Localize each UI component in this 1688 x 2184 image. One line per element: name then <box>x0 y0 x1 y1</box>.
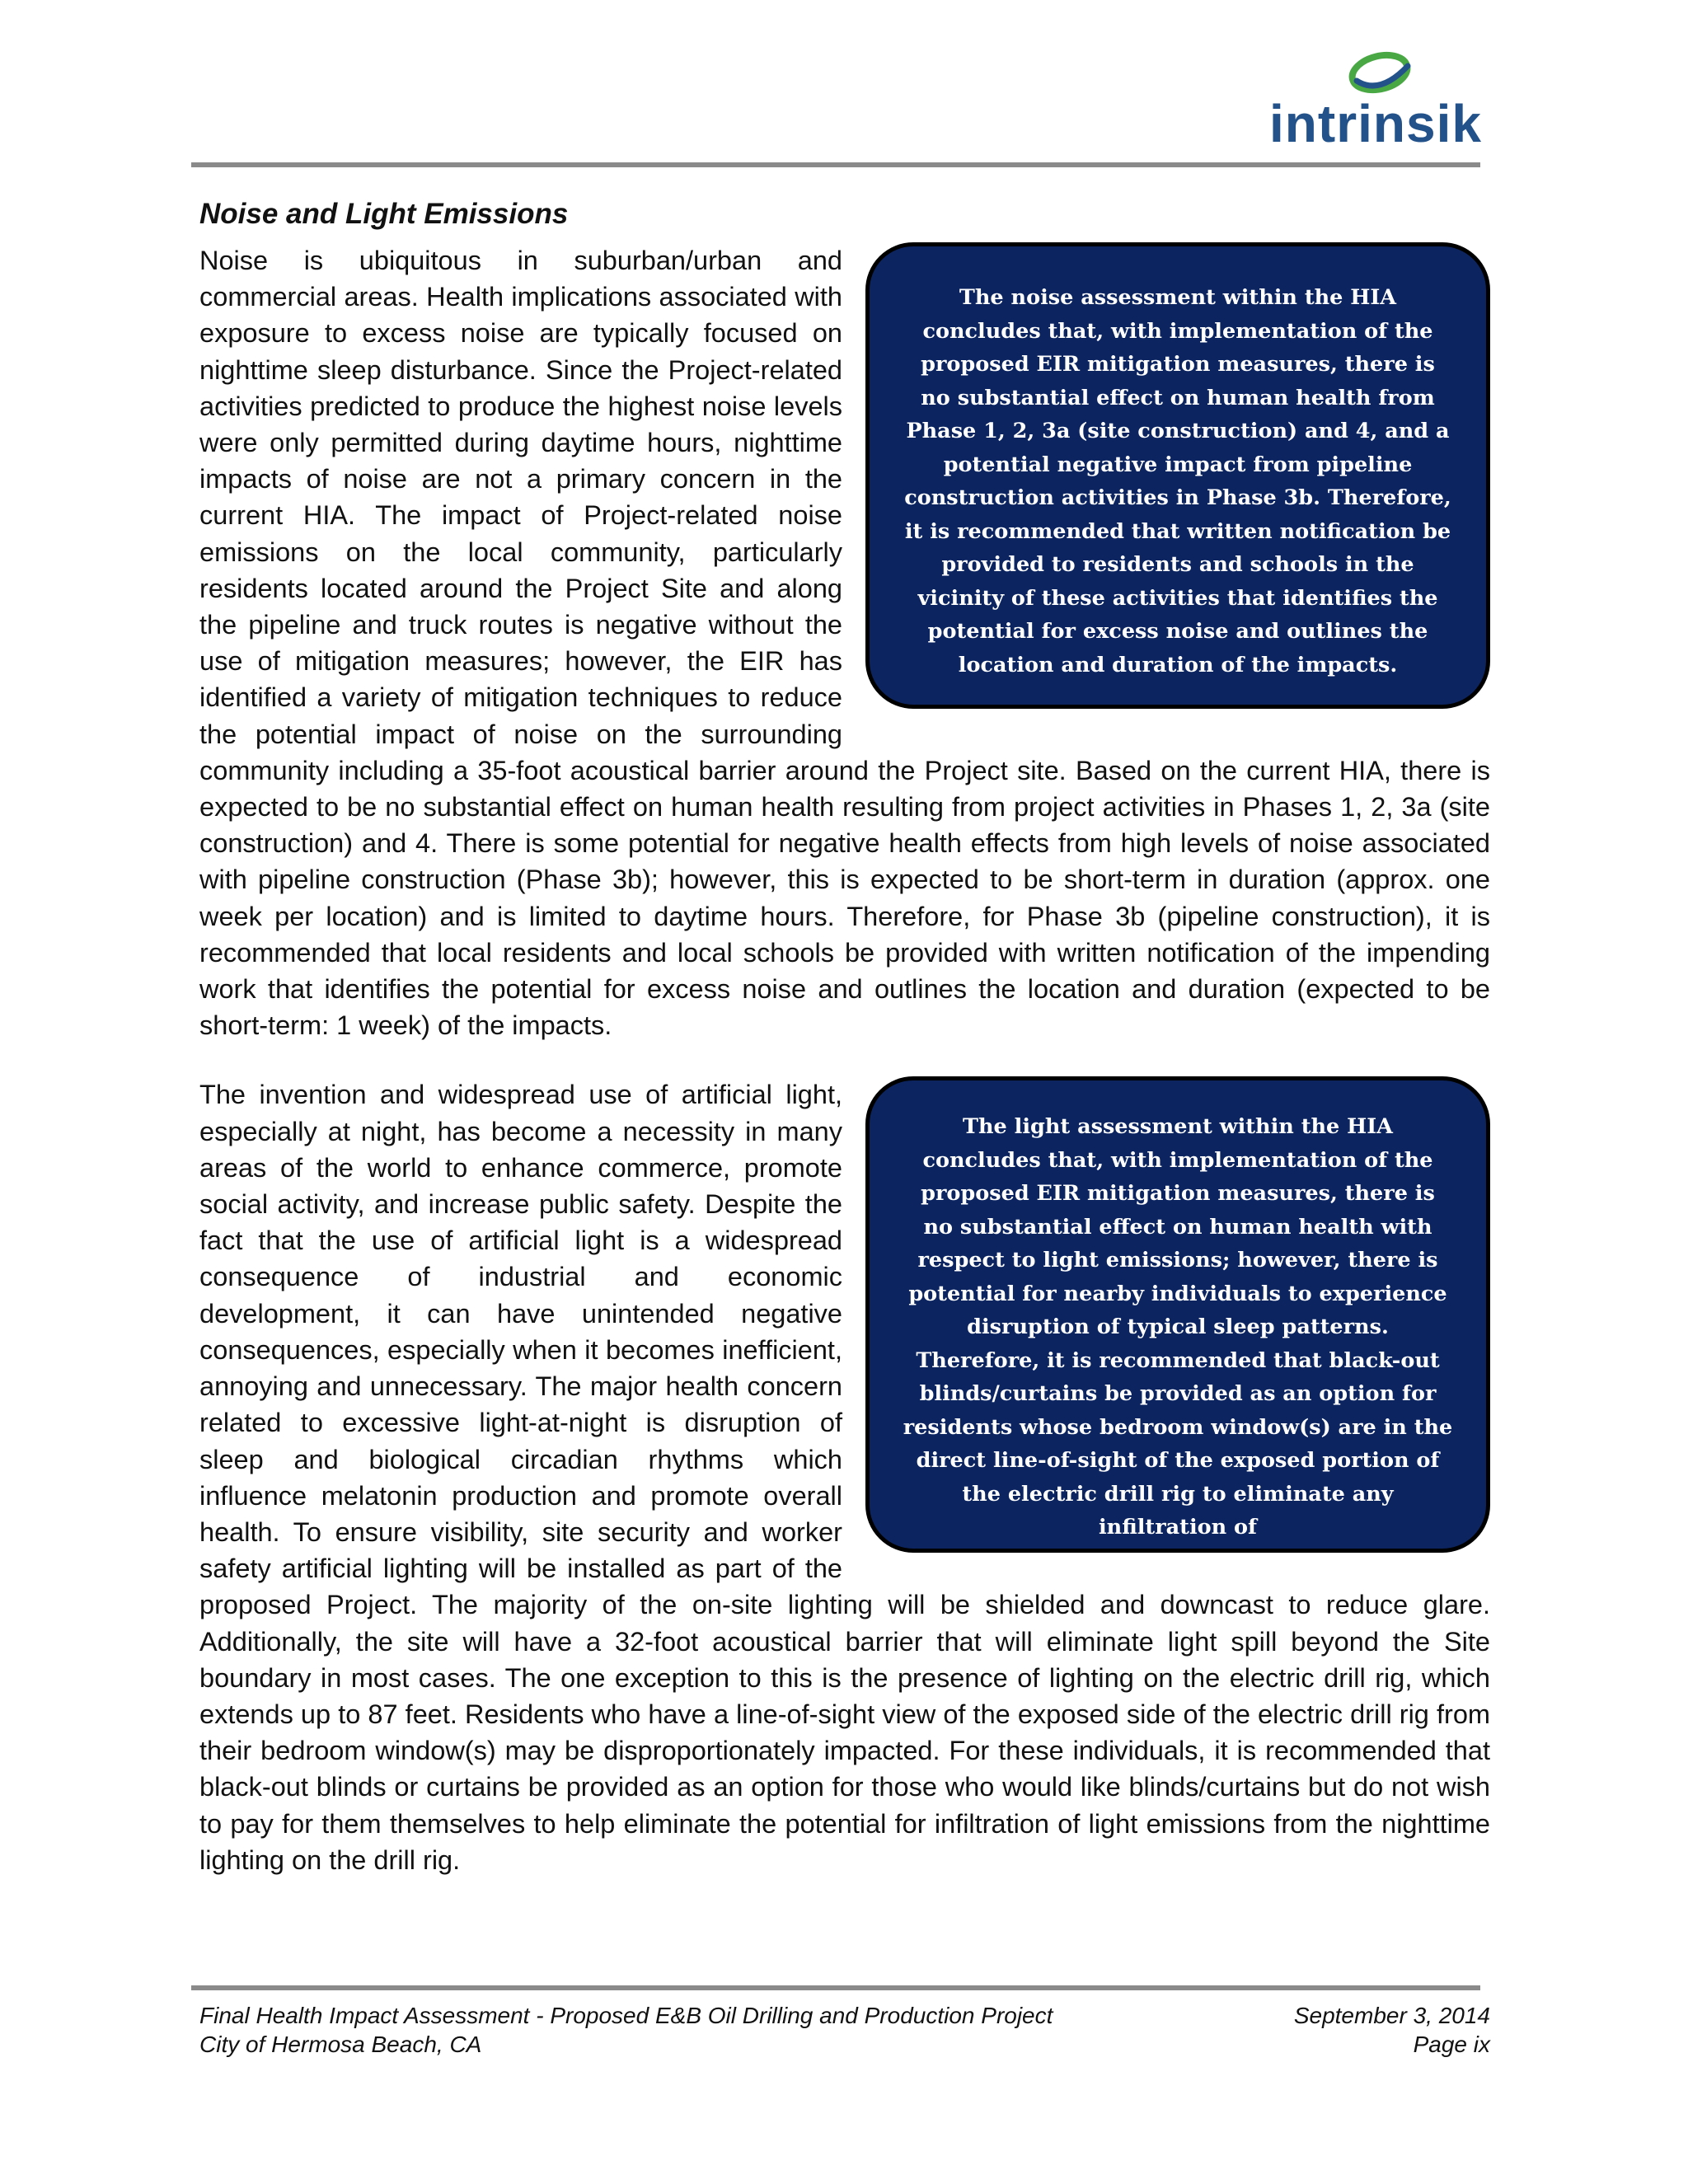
footer-location: City of Hermosa Beach, CA <box>199 2032 482 2057</box>
light-callout-box: The light assessment within the HIA concludes that, with implementation of the proposed EIR mitigation measures, there is no substantial effect on human health with respect to light emissions; however, there is potential for nearby individuals to experience disruption of typical sleep patterns. Therefore, it is recommended that black-out blinds/curtains be provided as an option for residents whose bedroom window(s) are in the direct line-of-sight of the exposed portion of the electric drill rig to eliminate any infiltration of <box>865 1076 1490 1553</box>
noise-callout-box: The noise assessment within the HIA concludes that, with implementation of the proposed EIR mitigation measures, there is no substantial effect on human health from Phase 1, 2, 3a (site construction) and 4, and a potential negative impact from pipeline construction activities in Phase 3b. Therefore, it is recommended that written notification be provided to residents and schools in the vicinity of these activities that identifies the potential for excess noise and outlines the location and duration of the impacts. <box>865 242 1490 709</box>
page-footer <box>199 2001 1490 2059</box>
section-title: Noise and Light Emissions <box>199 198 569 230</box>
intrinsik-logo <box>1269 48 1492 155</box>
noise-paragraph <box>199 242 1490 1043</box>
light-paragraph <box>199 1076 1490 1877</box>
footer-row-2 <box>199 2030 1490 2059</box>
footer-report-title: Final Health Impact Assessment - Proposed E&B Oil Drilling and Production Project <box>199 2003 1053 2028</box>
header-divider <box>191 162 1480 167</box>
logo-wordmark: intrinsik <box>1269 94 1482 153</box>
footer-row-1 <box>199 2001 1490 2030</box>
logo-swoosh-icon <box>1342 48 1421 97</box>
footer-divider <box>191 1985 1480 1990</box>
footer-date: September 3, 2014 <box>1293 2003 1490 2028</box>
footer-page-number: Page ix <box>1413 2032 1490 2057</box>
noise-paragraph-text: Noise is ubiquitous in suburban/urban and commercial areas. Health implications associated with exposure to excess noise are typically focused on nighttime sleep disturbance. Since the Project-related activities predicted to produce the highest noise levels were only permitted during daytime hours, nighttime impacts of noise are not a primary concern in the current HIA. The impact of Project-related noise emissions on the local community, particularly residents located around the Project Site and along the pipeline and truck routes is negative without the use of mitigation measures; however, the EIR has identified a variety of mitigation techniques to reduce the potential impact of noise on the surrounding community including a 35-foot acoustical barrier around the Project site. Based on the current HIA, there is expected to be no substantial effect on human health resulting from project activities in Phases 1, 2, 3a (site construction) and 4. There is some potential for negative health effects from high levels of noise associated with pipeline construction (Phase 3b); however, this is expected to be short-term in duration (approx. one week per location) and is limited to daytime hours. Therefore, for Phase 3b (pipeline construction), it is recommended that local residents and local schools be provided with written notification of the impending work that identifies the potential for excess noise and outlines the location and duration (expected to be short-term: 1 week) of the impacts. <box>199 246 1490 1041</box>
main-content <box>199 196 1490 1878</box>
light-paragraph-text: The invention and widespread use of artificial light, especially at night, has become a necessity in many areas of the world to enhance commerce, promote social activity, and increase public safety. Despite the fact that the use of artificial light is a widespread consequence of industrial and economic development, it can have unintended negative consequences, especially when it becomes inefficient, annoying and unnecessary. The major health concern related to excessive light-at-night is disruption of sleep and biological circadian rhythms which influence melatonin production and promote overall health. To ensure visibility, site security and worker safety artificial lighting will be installed as part of the proposed Project. The majority of the on-site lighting will be shielded and downcast to reduce glare. Additionally, the site will have a 32-foot acoustical barrier that will eliminate light spill beyond the Site boundary in most cases. The one exception to this is the presence of lighting on the electric drill rig, which extends up to 87 feet. Residents who have a line-of-sight view of the exposed side of the electric drill rig from their bedroom window(s) may be disproportionately impacted. For these individuals, it is recommended that black-out blinds or curtains be provided as an option for those who would like blinds/curtains but do not wish to pay for them themselves to help eliminate the potential for infiltration of light emissions from the nighttime lighting on the drill rig. <box>199 1080 1490 1875</box>
